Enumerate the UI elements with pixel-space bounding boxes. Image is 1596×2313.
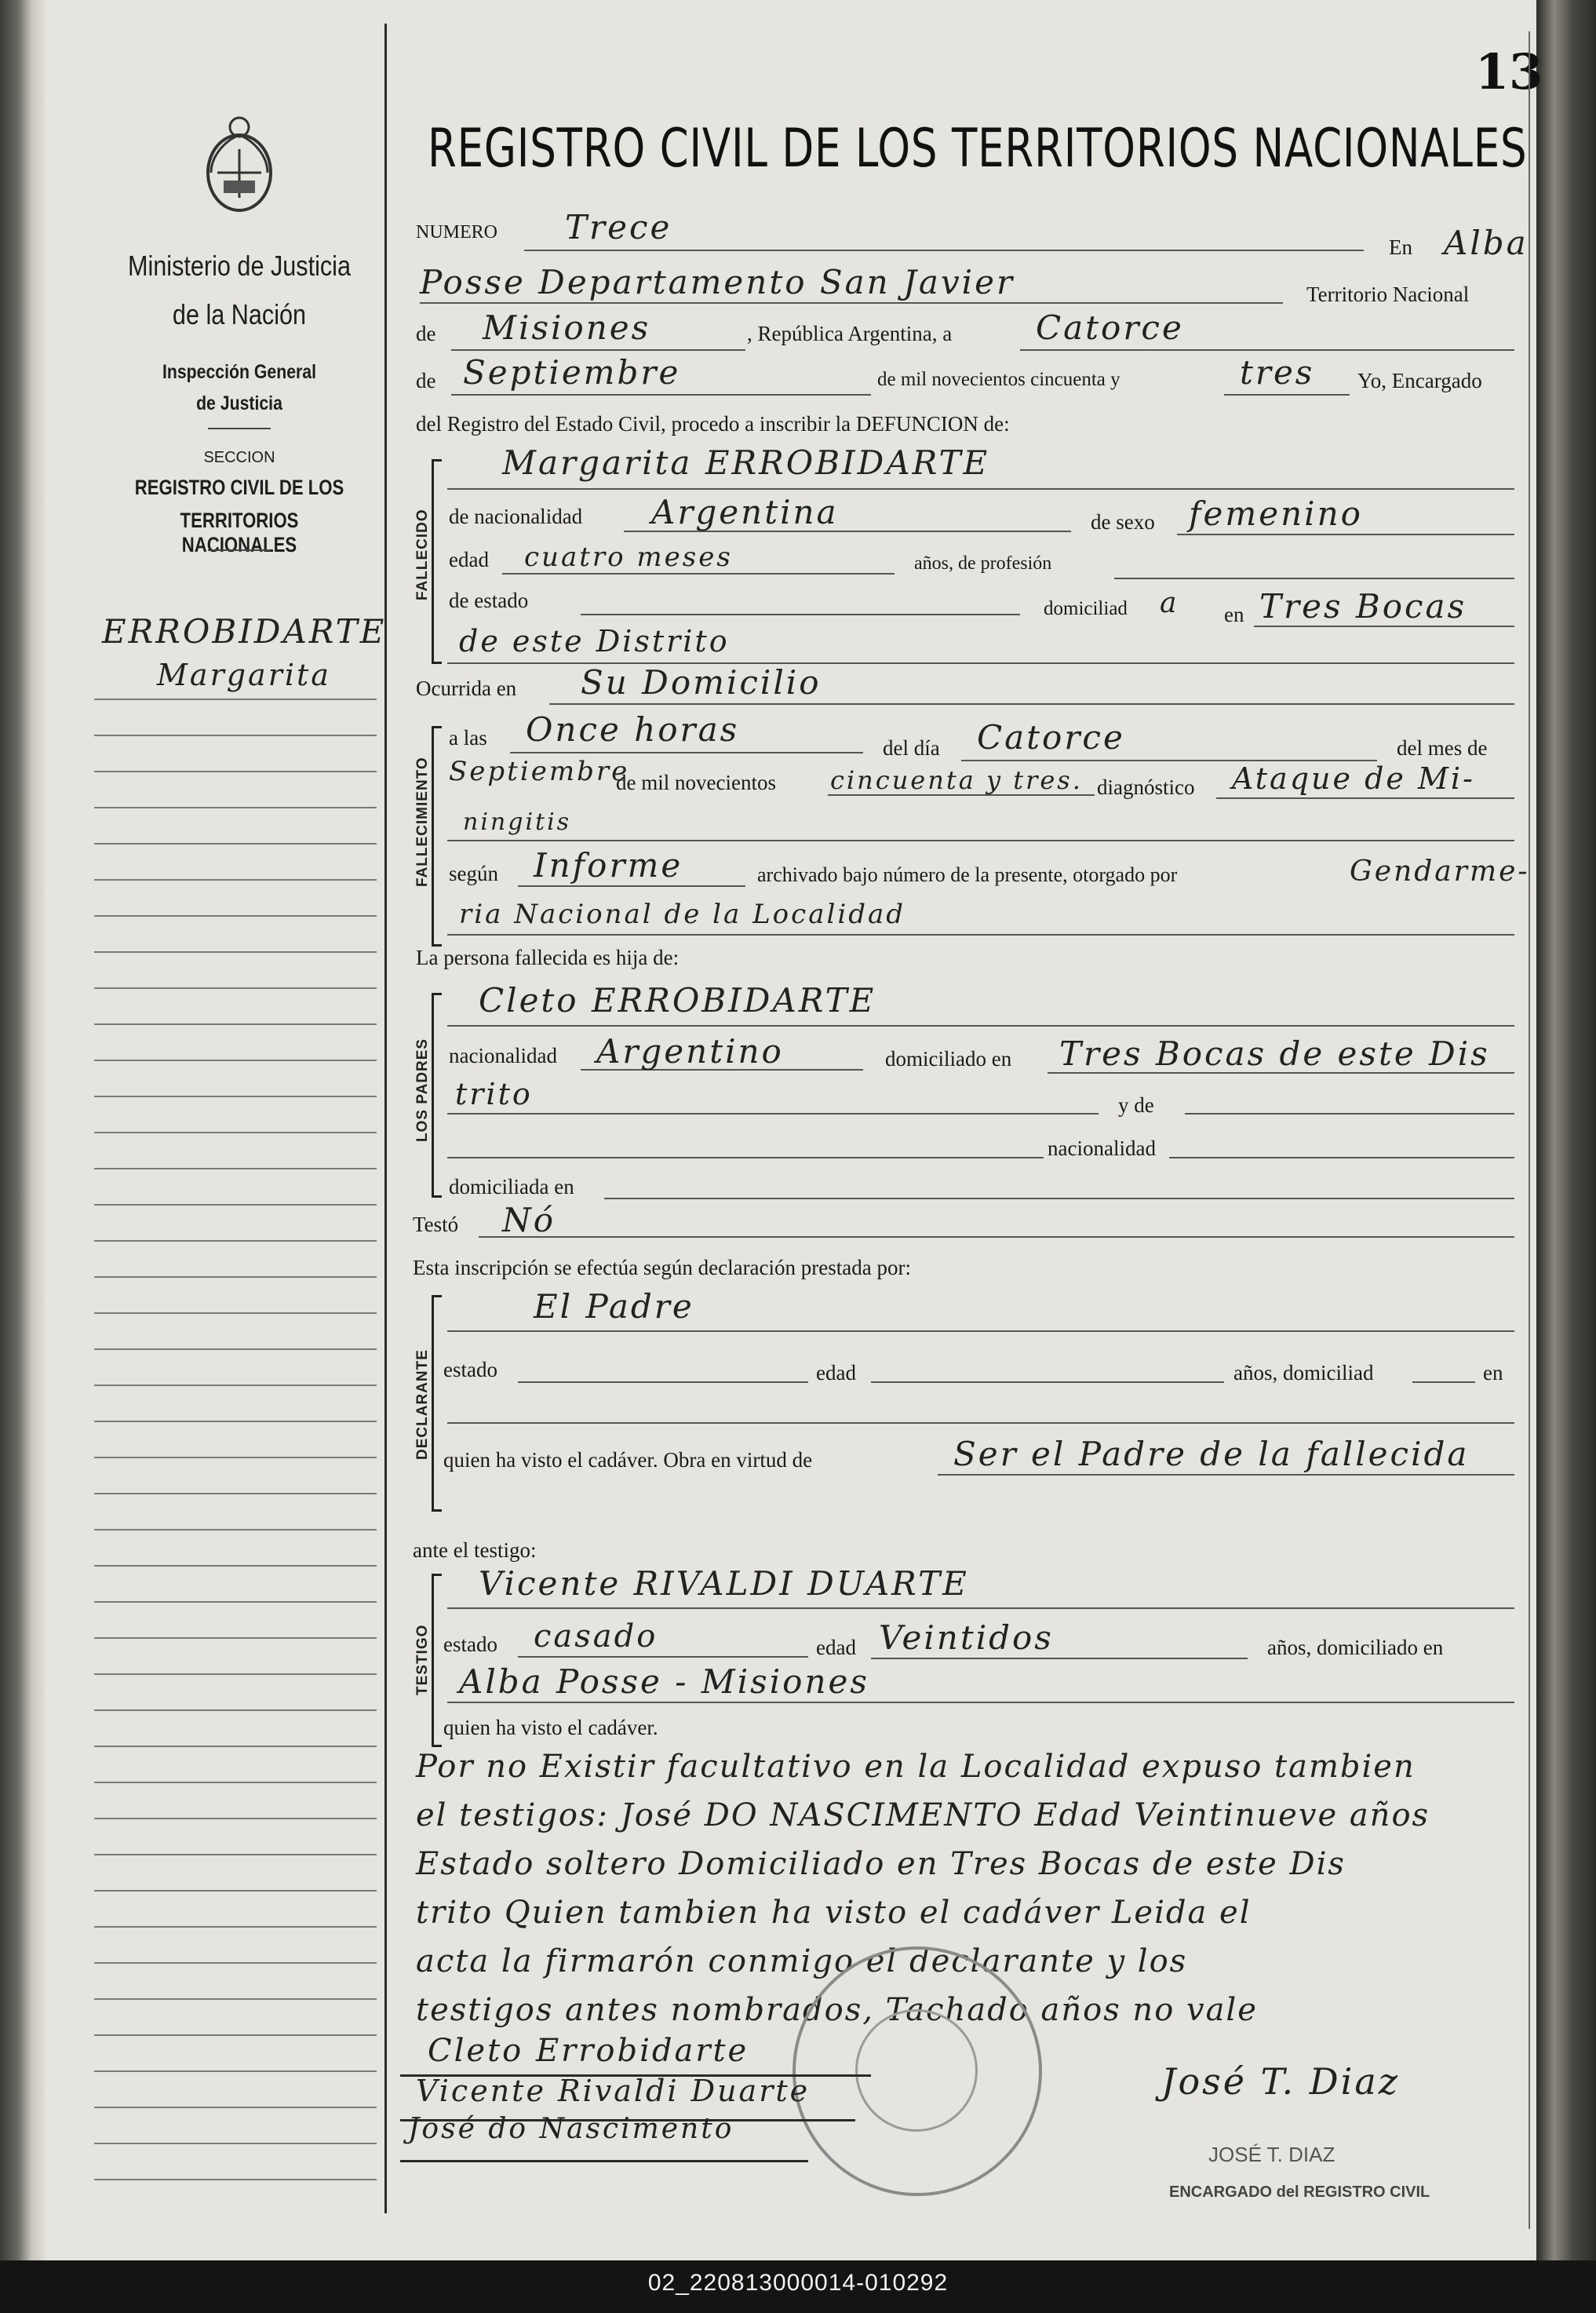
note-line-3: Estado soltero Domiciliado en Tres Bocas de este Dis — [416, 1846, 1346, 1882]
label-declarante-edad: edad — [816, 1361, 856, 1385]
inspection-line-2: de Justicia — [196, 392, 282, 414]
page-stack-edge — [1536, 0, 1596, 2260]
label-nacionalidad: de nacionalidad — [449, 505, 583, 528]
section-line-2: TERRITORIOS NACIONALES — [180, 509, 299, 556]
value-domiciliad-a: a — [1160, 587, 1179, 619]
stub-divider — [208, 428, 271, 429]
note-line-1: Por no Existir facultativo en la Localidad expuso tambien — [416, 1749, 1416, 1785]
label-domiciliad: domiciliad — [1044, 598, 1128, 619]
label-quien-visto-obra: quien ha visto el cadáver. Obra en virtud de — [443, 1448, 813, 1472]
label-del-mes: del mes de — [1397, 736, 1488, 760]
value-ano: tres — [1240, 353, 1315, 392]
label-diagnostico: diagnóstico — [1097, 775, 1195, 799]
note-line-6: testigos antes nombrados, Tachado años no vale — [416, 1992, 1258, 2028]
label-estado: de estado — [449, 589, 529, 612]
form-right-border — [1529, 31, 1530, 2229]
stub-divider-2 — [208, 549, 271, 551]
label-persona-hija: La persona fallecida es hija de: — [416, 946, 680, 969]
side-label-padres: LOS PADRES — [414, 1038, 431, 1142]
margin-name: Margarita — [157, 658, 331, 692]
brace-testigo — [432, 1574, 442, 1747]
label-del-registro: del Registro del Estado Civil, procedo a inscribir la DEFUNCION de: — [416, 412, 1010, 436]
value-diagnostico-2: ningitis — [463, 808, 572, 836]
ministry-line-2: de la Nación — [172, 298, 307, 330]
label-testigo-edad: edad — [816, 1636, 856, 1659]
value-edad: cuatro meses — [524, 542, 733, 573]
label-del-dia: del día — [883, 736, 940, 760]
note-line-4: trito Quien tambien ha visto el cadáver Leida el — [416, 1895, 1252, 1931]
note-line-5: acta la firmarón conmigo el declarante y los — [416, 1943, 1188, 1979]
label-en-domicilio: en — [1224, 603, 1244, 626]
value-dia: Catorce — [1036, 308, 1184, 347]
label-archivado: archivado bajo número de la presente, otorgado por — [757, 863, 1178, 886]
value-testigo: Vicente RIVALDI DUARTE — [479, 1564, 969, 1603]
signature-testigo-2: José do Nascimento — [408, 2113, 734, 2145]
value-otorgado-2: ria Nacional de la Localidad — [459, 899, 906, 930]
label-inscripcion: Esta inscripción se efectúa según declaración prestada por: — [413, 1256, 911, 1279]
argentine-coat-of-arms-icon — [200, 110, 279, 216]
brace-padres — [432, 993, 442, 1198]
value-padre-domicilio-2: trito — [455, 1077, 533, 1111]
label-domiciliado-en: domiciliado en — [885, 1047, 1012, 1071]
side-label-fallecimiento: FALLECIMIENTO — [414, 757, 431, 887]
label-en: En — [1389, 235, 1412, 259]
label-padre-nacionalidad: nacionalidad — [449, 1044, 557, 1067]
side-label-declarante: DECLARANTE — [414, 1349, 431, 1460]
value-testo: Nó — [502, 1201, 556, 1239]
brace-declarante — [432, 1295, 442, 1512]
label-mil-novecientos: de mil novecientos cincuenta y — [877, 369, 1120, 390]
value-ocurrida: Su Domicilio — [581, 663, 822, 702]
value-declarante: El Padre — [534, 1287, 694, 1326]
signature-testigo-1: Vicente Rivaldi Duarte — [416, 2074, 811, 2108]
stamp-title: ENCARGADO del REGISTRO CIVIL — [1169, 2183, 1430, 2201]
stamp-name: JOSÉ T. DIAZ — [1208, 2143, 1335, 2166]
value-nombre: Margarita ERROBIDARTE — [502, 443, 990, 482]
label-ocurrida: Ocurrida en — [416, 677, 517, 700]
value-numero: Trece — [565, 208, 672, 246]
label-domiciliada-en: domiciliada en — [449, 1175, 574, 1198]
value-obra: Ser el Padre de la fallecida — [953, 1435, 1470, 1473]
value-segun: Informe — [534, 846, 683, 885]
value-padre: Cleto ERROBIDARTE — [479, 981, 876, 1020]
label-anos-profesion: años, de profesión — [914, 553, 1052, 574]
label-y-de: y de — [1118, 1093, 1154, 1117]
label-republica: , República Argentina, a — [747, 322, 953, 345]
value-mes: Septiembre — [463, 353, 681, 392]
value-diagnostico-1: Ataque de Mi- — [1232, 761, 1475, 796]
side-label-testigo: TESTIGO — [414, 1624, 431, 1695]
label-madre-nacionalidad: nacionalidad — [1048, 1136, 1156, 1160]
label-quien-visto: quien ha visto el cadáver. — [443, 1716, 658, 1739]
label-testigo-anos: años, domiciliado en — [1267, 1636, 1444, 1659]
value-mes-fall: Septiembre — [449, 756, 630, 787]
label-declarante-estado: estado — [443, 1358, 497, 1381]
value-padre-domicilio-1: Tres Bocas de este Dis — [1059, 1034, 1490, 1073]
value-hora: Once horas — [526, 710, 740, 749]
value-testigo-edad: Veintidos — [879, 1618, 1054, 1657]
signature-encargado: José T. Diaz — [1161, 2060, 1401, 2103]
label-numero: NUMERO — [416, 222, 498, 243]
brace-fallecimiento — [432, 726, 442, 947]
page-number: 13 — [1475, 43, 1543, 100]
value-lugar-1: Alba — [1444, 224, 1529, 262]
value-ano-fall: cincuenta y tres. — [830, 765, 1083, 795]
note-line-2: el testigos: José DO NASCIMENTO Edad Veintinueve años — [416, 1797, 1430, 1833]
section-line-1: REGISTRO CIVIL DE LOS — [134, 476, 344, 499]
stub-column — [94, 24, 387, 2213]
signature-line-3 — [400, 2160, 808, 2162]
label-de-2: de — [416, 369, 436, 392]
value-lugar-2: Posse Departamento San Javier — [420, 263, 1015, 301]
label-territorio: Territorio Nacional — [1306, 283, 1470, 306]
value-domicilio-1: Tres Bocas — [1259, 587, 1467, 626]
value-sexo: femenino — [1189, 494, 1363, 533]
value-nacionalidad: Argentina — [651, 493, 839, 531]
value-testigo-domicilio: Alba Posse - Misiones — [459, 1662, 869, 1701]
side-label-fallecido: FALLECIDO — [414, 509, 431, 600]
value-dia-fall: Catorce — [977, 718, 1125, 757]
label-declarante-anos: años, domiciliad — [1233, 1361, 1374, 1385]
form-title: REGISTRO CIVIL DE LOS TERRITORIOS NACIONALES — [428, 118, 1528, 180]
label-sexo: de sexo — [1091, 510, 1155, 534]
ministry-line-1: Ministerio de Justicia — [127, 250, 352, 282]
label-segun: según — [449, 862, 498, 885]
label-testigo-estado: estado — [443, 1633, 497, 1656]
label-declarante-en: en — [1483, 1361, 1503, 1385]
label-mil-novecientos-2: de mil novecientos — [616, 771, 776, 794]
label-yo-encargado: Yo, Encargado — [1357, 369, 1482, 392]
value-domicilio-2: de este Distrito — [459, 624, 730, 659]
label-de: de — [416, 322, 436, 345]
label-a-las: a las — [449, 726, 487, 750]
brace-fallecido — [432, 459, 442, 664]
value-otorgado-1: Gendarme- — [1350, 856, 1530, 888]
label-testo: Testó — [413, 1213, 459, 1236]
inspection-line-1: Inspección General — [162, 361, 317, 383]
footer-image-id: 02_220813000014-010292 — [647, 2270, 949, 2296]
stamp-inner-ring — [855, 2009, 978, 2132]
label-ante-testigo: ante el testigo: — [413, 1538, 537, 1562]
section-label: SECCION — [203, 449, 275, 466]
book-spine-edge — [0, 0, 46, 2260]
value-testigo-estado: casado — [534, 1618, 658, 1654]
signature-declarante: Cleto Errobidarte — [428, 2033, 749, 2069]
margin-surname: ERROBIDARTE — [102, 612, 387, 651]
value-padre-nacionalidad: Argentino — [596, 1032, 784, 1071]
label-edad: edad — [449, 548, 489, 571]
value-territorio: Misiones — [483, 308, 651, 347]
